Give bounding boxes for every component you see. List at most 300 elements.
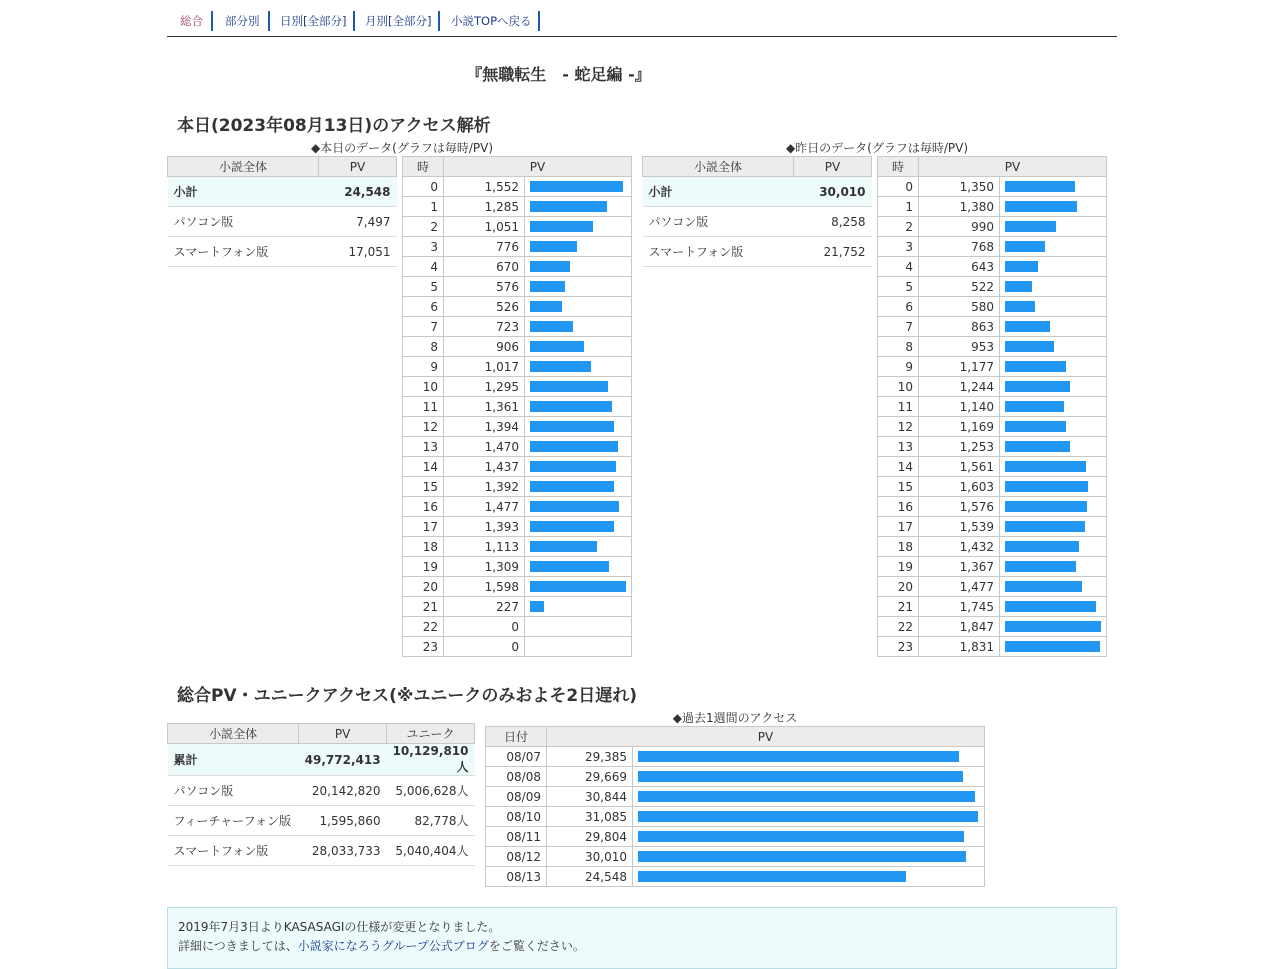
col-header-hour: 時: [403, 157, 444, 177]
row-value: 1,598: [444, 577, 525, 597]
bar: [530, 261, 570, 272]
row-category: 2: [878, 217, 919, 237]
row-category: 21: [878, 597, 919, 617]
row-value: 1,561: [919, 457, 1000, 477]
bar: [638, 811, 978, 822]
table-row: [403, 577, 632, 597]
table-row: [403, 637, 632, 657]
table-row: [403, 537, 632, 557]
row-label: 小計: [168, 177, 319, 207]
table-row: [878, 217, 1107, 237]
row-value: 227: [444, 597, 525, 617]
bar-cell: [525, 217, 632, 237]
table-row: [486, 867, 985, 887]
bar-cell: [633, 827, 985, 847]
row-value: 1,309: [444, 557, 525, 577]
row-value: 29,804: [547, 827, 633, 847]
bar: [638, 831, 964, 842]
bar: [530, 381, 608, 392]
table-row: [403, 517, 632, 537]
bar: [530, 181, 623, 192]
bar-cell: [525, 197, 632, 217]
bar: [638, 771, 963, 782]
table-row: [878, 517, 1107, 537]
col-header-pv: PV: [919, 157, 1107, 177]
bar-cell: [1000, 537, 1107, 557]
row-value: 670: [444, 257, 525, 277]
row-category: 18: [403, 537, 444, 557]
row-value: 29,669: [547, 767, 633, 787]
yesterday-summary-table: [642, 156, 872, 267]
row-category: 08/09: [486, 787, 547, 807]
table-row: [403, 597, 632, 617]
bar: [1005, 561, 1076, 572]
table-row: [403, 257, 632, 277]
row-value: 1,392: [444, 477, 525, 497]
bar: [1005, 581, 1082, 592]
bar: [1005, 341, 1054, 352]
bar-cell: [525, 397, 632, 417]
row-value: 31,085: [547, 807, 633, 827]
row-category: 9: [403, 357, 444, 377]
bar: [1005, 521, 1085, 532]
bar-cell: [525, 257, 632, 277]
table-row: [168, 836, 475, 866]
bar-cell: [525, 357, 632, 377]
table-row: [168, 207, 397, 237]
bar-cell: [1000, 437, 1107, 457]
row-category: 15: [403, 477, 444, 497]
bar-cell: [1000, 357, 1107, 377]
table-row: [403, 357, 632, 377]
col-header-pv: PV: [444, 157, 632, 177]
row-value: 1,295: [444, 377, 525, 397]
row-value: 953: [919, 337, 1000, 357]
table-row: [878, 537, 1107, 557]
bar: [530, 401, 612, 412]
bar-cell: [1000, 197, 1107, 217]
bar-cell: [525, 637, 632, 657]
bar-cell: [1000, 457, 1107, 477]
table-row: [486, 807, 985, 827]
row-pv: 24,548: [319, 177, 397, 207]
row-category: 19: [878, 557, 919, 577]
bar-cell: [1000, 557, 1107, 577]
table-row: [486, 767, 985, 787]
row-category: 10: [878, 377, 919, 397]
bar: [530, 281, 565, 292]
bar-cell: [1000, 377, 1107, 397]
row-value: 1,244: [919, 377, 1000, 397]
row-value: 1,477: [919, 577, 1000, 597]
total-heading: 総合PV・ユニークアクセス(※ユニークのみおよそ2日遅れ): [177, 686, 637, 706]
row-value: 576: [444, 277, 525, 297]
row-label: 小計: [643, 177, 794, 207]
row-category: 7: [403, 317, 444, 337]
bar-cell: [633, 767, 985, 787]
row-pv: 28,033,733: [299, 836, 387, 866]
row-value: 776: [444, 237, 525, 257]
bar-cell: [525, 577, 632, 597]
bar: [638, 751, 959, 762]
row-category: 22: [878, 617, 919, 637]
row-value: 526: [444, 297, 525, 317]
notice-line-1: 2019年7月3日よりKASASAGIの仕様が変更となりました。: [178, 920, 501, 934]
row-label: パソコン版: [168, 207, 319, 237]
bar: [530, 421, 614, 432]
table-row: [878, 197, 1107, 217]
bar-cell: [1000, 317, 1107, 337]
bar: [1005, 241, 1045, 252]
col-header-pv: PV: [794, 157, 872, 177]
bar: [1005, 401, 1064, 412]
bar-cell: [1000, 297, 1107, 317]
bar: [1005, 261, 1038, 272]
row-category: 14: [403, 457, 444, 477]
row-category: 08/10: [486, 807, 547, 827]
table-row: [486, 847, 985, 867]
today-summary-table: [167, 156, 397, 267]
table-row: [878, 337, 1107, 357]
row-category: 08/08: [486, 767, 547, 787]
table-row: [878, 377, 1107, 397]
bar: [530, 201, 607, 212]
nav-bar: [167, 10, 1117, 37]
row-category: 8: [403, 337, 444, 357]
bar-cell: [633, 747, 985, 767]
row-category: 17: [878, 517, 919, 537]
row-category: 23: [403, 637, 444, 657]
notice-text-pre: 詳細につきましては、: [178, 939, 298, 953]
table-row: [403, 217, 632, 237]
bar: [1005, 281, 1032, 292]
row-label: 累計: [168, 744, 299, 776]
bar: [530, 221, 593, 232]
table-row: [403, 237, 632, 257]
bar-cell: [525, 617, 632, 637]
bar-cell: [525, 477, 632, 497]
bar-cell: [1000, 517, 1107, 537]
row-value: 1,603: [919, 477, 1000, 497]
table-row: [403, 297, 632, 317]
row-value: 1,113: [444, 537, 525, 557]
bar: [1005, 501, 1087, 512]
bar-cell: [1000, 397, 1107, 417]
nav-separator: [538, 11, 540, 31]
row-category: 13: [403, 437, 444, 457]
nav-by-part[interactable]: 部分別: [225, 14, 260, 28]
table-row: [403, 177, 632, 197]
bar-cell: [1000, 497, 1107, 517]
bar-cell: [1000, 217, 1107, 237]
bar: [638, 871, 906, 882]
bar: [530, 601, 544, 612]
bar-cell: [1000, 237, 1107, 257]
week-caption: ◆過去1週間のアクセス: [672, 711, 798, 725]
table-row: [403, 497, 632, 517]
table-row: [878, 177, 1107, 197]
table-row: [878, 397, 1107, 417]
notice-line-2: [168, 937, 1116, 956]
row-category: 3: [878, 237, 919, 257]
row-category: 5: [878, 277, 919, 297]
bar: [1005, 541, 1079, 552]
table-row: [878, 637, 1107, 657]
row-category: 0: [878, 177, 919, 197]
bar: [530, 341, 584, 352]
row-category: 14: [878, 457, 919, 477]
col-header-pv: PV: [299, 724, 387, 744]
bar-cell: [633, 847, 985, 867]
col-header-pv: PV: [547, 727, 985, 747]
table-row: [878, 417, 1107, 437]
row-category: 1: [878, 197, 919, 217]
bar-cell: [1000, 177, 1107, 197]
row-category: 12: [403, 417, 444, 437]
row-value: 990: [919, 217, 1000, 237]
bar-cell: [525, 557, 632, 577]
row-pv: 7,497: [319, 207, 397, 237]
row-value: 30,844: [547, 787, 633, 807]
bar-cell: [1000, 337, 1107, 357]
row-value: 906: [444, 337, 525, 357]
bar-cell: [1000, 277, 1107, 297]
row-value: 1,831: [919, 637, 1000, 657]
row-category: 3: [403, 237, 444, 257]
row-value: 1,576: [919, 497, 1000, 517]
bar-cell: [633, 787, 985, 807]
nav-novel-top[interactable]: 小説TOPへ戻る: [451, 14, 532, 28]
table-row: [878, 557, 1107, 577]
table-row: [643, 177, 872, 207]
bar: [1005, 441, 1070, 452]
bar: [530, 241, 577, 252]
bar: [1005, 601, 1096, 612]
bar: [530, 461, 616, 472]
row-category: 2: [403, 217, 444, 237]
table-row: [486, 787, 985, 807]
nav-separator: [211, 11, 213, 31]
row-value: 1,285: [444, 197, 525, 217]
bar-cell: [1000, 637, 1107, 657]
row-category: 08/11: [486, 827, 547, 847]
table-row: [403, 197, 632, 217]
table-row: [878, 317, 1107, 337]
row-value: 0: [444, 617, 525, 637]
row-value: 1,470: [444, 437, 525, 457]
row-value: 1,477: [444, 497, 525, 517]
table-row: [878, 597, 1107, 617]
bar: [1005, 221, 1056, 232]
row-label: スマートフォン版: [643, 237, 794, 267]
table-row: [878, 357, 1107, 377]
row-category: 22: [403, 617, 444, 637]
bar-cell: [525, 537, 632, 557]
bar: [1005, 181, 1075, 192]
nav-daily[interactable]: 日別[全部分]: [280, 14, 347, 28]
bar: [1005, 201, 1077, 212]
bar-cell: [525, 517, 632, 537]
row-category: 18: [878, 537, 919, 557]
bar-cell: [525, 497, 632, 517]
row-value: 1,169: [919, 417, 1000, 437]
row-unique: 5,040,404人: [387, 836, 475, 866]
bar-cell: [525, 597, 632, 617]
bar: [530, 481, 614, 492]
bar-cell: [525, 317, 632, 337]
bar-cell: [525, 237, 632, 257]
row-value: 1,437: [444, 457, 525, 477]
row-unique: 10,129,810人: [387, 744, 475, 776]
row-value: 1,552: [444, 177, 525, 197]
bar: [1005, 621, 1101, 632]
row-value: 723: [444, 317, 525, 337]
col-header-hour: 時: [878, 157, 919, 177]
table-row: [878, 257, 1107, 277]
table-row: [878, 477, 1107, 497]
bar: [1005, 421, 1066, 432]
table-row: [486, 827, 985, 847]
nav-monthly[interactable]: 月別[全部分]: [365, 14, 432, 28]
table-row: [168, 237, 397, 267]
row-value: 643: [919, 257, 1000, 277]
row-pv: 49,772,413: [299, 744, 387, 776]
row-value: 1,432: [919, 537, 1000, 557]
row-category: 19: [403, 557, 444, 577]
row-label: パソコン版: [643, 207, 794, 237]
table-row: [878, 497, 1107, 517]
row-value: 1,017: [444, 357, 525, 377]
bar: [638, 791, 975, 802]
row-value: 1,051: [444, 217, 525, 237]
bar: [530, 501, 619, 512]
col-header-novel: 小説全体: [643, 157, 794, 177]
today-caption: ◆本日のデータ(グラフは毎時/PV): [310, 141, 494, 155]
row-label: パソコン版: [168, 776, 299, 806]
bar: [1005, 481, 1088, 492]
row-value: 1,361: [444, 397, 525, 417]
row-category: 16: [403, 497, 444, 517]
row-category: 11: [403, 397, 444, 417]
row-category: 20: [403, 577, 444, 597]
bar-cell: [525, 277, 632, 297]
table-row: [403, 617, 632, 637]
notice-text-post: をご覧ください。: [488, 939, 585, 953]
table-row: [403, 557, 632, 577]
row-pv: 30,010: [794, 177, 872, 207]
bar-cell: [525, 437, 632, 457]
yesterday-caption: ◆昨日のデータ(グラフは毎時/PV): [785, 141, 969, 155]
bar: [530, 581, 626, 592]
row-category: 8: [878, 337, 919, 357]
row-value: 0: [444, 637, 525, 657]
bar: [1005, 301, 1035, 312]
nav-overall[interactable]: 総合: [180, 14, 203, 28]
row-value: 580: [919, 297, 1000, 317]
table-row: [643, 237, 872, 267]
row-value: 1,847: [919, 617, 1000, 637]
bar-cell: [633, 807, 985, 827]
col-header-unique: ユニーク: [387, 724, 475, 744]
row-category: 6: [403, 297, 444, 317]
bar: [1005, 321, 1050, 332]
bar-cell: [525, 297, 632, 317]
row-pv: 1,595,860: [299, 806, 387, 836]
row-category: 23: [878, 637, 919, 657]
row-value: 1,350: [919, 177, 1000, 197]
today-heading: 本日(2023年08月13日)のアクセス解析: [177, 116, 491, 136]
row-category: 0: [403, 177, 444, 197]
row-value: 522: [919, 277, 1000, 297]
row-category: 1: [403, 197, 444, 217]
table-row: [878, 457, 1107, 477]
novel-title: 『無職転生 - 蛇足編 -』: [466, 65, 651, 84]
table-row: [878, 237, 1107, 257]
row-category: 17: [403, 517, 444, 537]
table-row: [403, 397, 632, 417]
row-category: 08/13: [486, 867, 547, 887]
col-header-novel: 小説全体: [168, 157, 319, 177]
bar-cell: [1000, 477, 1107, 497]
col-header-pv: PV: [319, 157, 397, 177]
row-category: 21: [403, 597, 444, 617]
table-row: [643, 207, 872, 237]
yesterday-hourly-table: [877, 156, 1107, 657]
row-value: 1,380: [919, 197, 1000, 217]
bar-cell: [525, 177, 632, 197]
row-category: 12: [878, 417, 919, 437]
row-label: スマートフォン版: [168, 237, 319, 267]
blog-link[interactable]: 小説家になろうグループ公式ブログ: [297, 939, 489, 953]
bar-cell: [1000, 577, 1107, 597]
row-category: 5: [403, 277, 444, 297]
row-pv: 21,752: [794, 237, 872, 267]
table-row: [878, 437, 1107, 457]
table-row: [403, 477, 632, 497]
row-category: 9: [878, 357, 919, 377]
row-value: 1,140: [919, 397, 1000, 417]
bar: [1005, 461, 1086, 472]
bar: [1005, 381, 1070, 392]
table-row: [878, 577, 1107, 597]
bar: [530, 301, 562, 312]
col-header-novel: 小説全体: [168, 724, 299, 744]
bar-cell: [525, 457, 632, 477]
bar: [530, 321, 573, 332]
bar-cell: [1000, 617, 1107, 637]
row-category: 6: [878, 297, 919, 317]
row-category: 16: [878, 497, 919, 517]
row-category: 08/07: [486, 747, 547, 767]
table-row: [878, 297, 1107, 317]
row-pv: 20,142,820: [299, 776, 387, 806]
row-label: スマートフォン版: [168, 836, 299, 866]
bar: [530, 361, 591, 372]
bar-cell: [525, 417, 632, 437]
bar: [1005, 641, 1100, 652]
bar: [530, 441, 618, 452]
bar-cell: [1000, 417, 1107, 437]
notice-box: [167, 907, 1117, 969]
row-label: フィーチャーフォン版: [168, 806, 299, 836]
bar: [530, 561, 609, 572]
row-unique: 5,006,628人: [387, 776, 475, 806]
row-value: 1,745: [919, 597, 1000, 617]
bar-cell: [633, 867, 985, 887]
week-table: [485, 726, 985, 887]
row-value: 768: [919, 237, 1000, 257]
row-category: 13: [878, 437, 919, 457]
